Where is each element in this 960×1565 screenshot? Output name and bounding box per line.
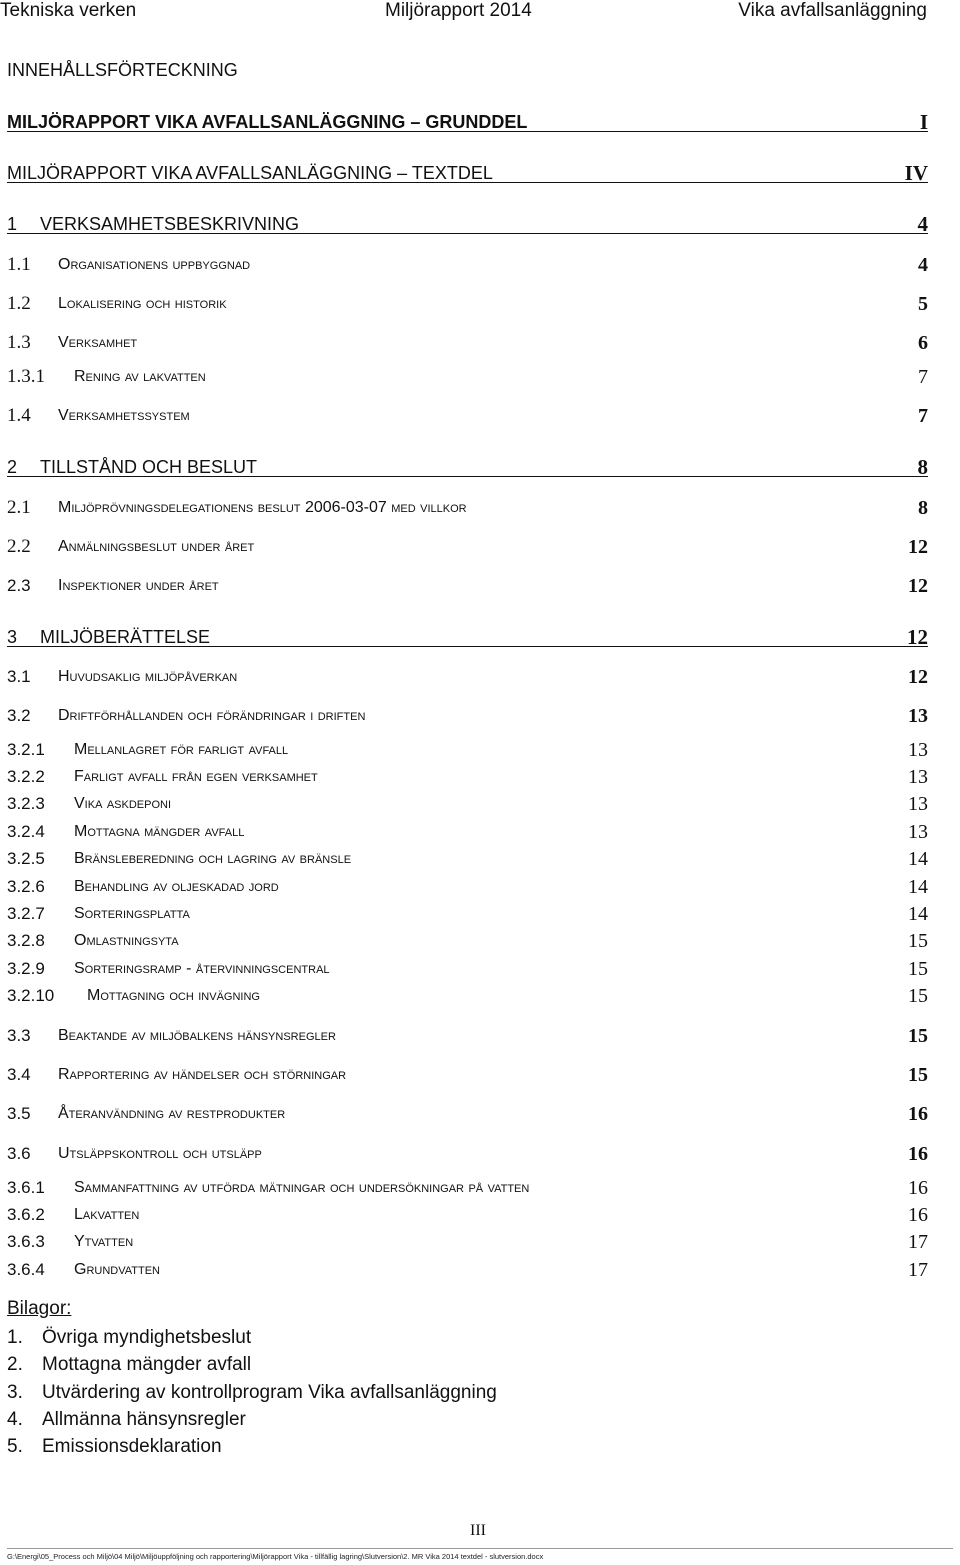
- toc-entry-title: Rapportering av händelser och störningar: [58, 1066, 347, 1083]
- toc-entry-number: 2.2: [7, 536, 31, 557]
- header-facility: Vika avfallsanläggning: [738, 0, 927, 21]
- toc-entry-page: 4: [917, 212, 928, 236]
- toc-entry-number: 1.2: [7, 293, 31, 314]
- toc-entry-page: 15: [908, 1064, 928, 1086]
- page-number: III: [470, 1522, 486, 1539]
- toc-entry-number: 3.2.10: [7, 986, 55, 1005]
- header-report-title: Miljörapport 2014: [385, 0, 532, 21]
- appendix-item-number: 1.: [7, 1327, 23, 1348]
- toc-entry-number: 1.3: [7, 332, 31, 353]
- toc-entry[interactable]: [7, 497, 928, 519]
- toc-entry-page: IV: [904, 161, 928, 185]
- toc-entry-number: 3.6.1: [7, 1178, 45, 1197]
- toc-entry-title: Mottagning och invägning: [87, 987, 260, 1004]
- toc-entry-page: 6: [918, 332, 928, 354]
- appendix-item-number: 2.: [7, 1354, 23, 1376]
- toc-entry-title: Driftförhållanden och förändringar i driften: [58, 707, 366, 724]
- toc-entry-title: Organisationens uppbyggnad: [58, 256, 251, 273]
- toc-entry[interactable]: [7, 293, 928, 315]
- toc-entry-page: 14: [908, 903, 928, 925]
- appendix-item-number: 3.: [7, 1381, 23, 1403]
- toc-entry-title: MILJÖRAPPORT VIKA AVFALLSANLÄGGNING – TEXTDEL: [7, 163, 493, 183]
- toc-entry[interactable]: [7, 456, 928, 477]
- toc-entry-title: Verksamhet: [58, 334, 138, 351]
- toc-entry-title: Miljöprövningsdelegationens beslut 2006-03-07 med villkor: [58, 499, 467, 516]
- toc-entry-title: VERKSAMHETSBESKRIVNING: [40, 214, 300, 234]
- toc-entry-page: 14: [908, 848, 928, 870]
- toc-entry[interactable]: [7, 111, 928, 132]
- toc-entry-page: 5: [918, 293, 928, 315]
- footer-divider: [7, 1548, 953, 1549]
- toc-entry-number: 3.2.8: [7, 931, 45, 950]
- toc-entry-page: 17: [908, 1259, 928, 1281]
- toc-entry-page: 12: [908, 666, 928, 688]
- toc-entry-page: 15: [908, 985, 928, 1007]
- toc-entry-title: Sorteringsplatta: [74, 905, 190, 922]
- toc-entry-title: Utsläppskontroll och utsläpp: [58, 1145, 262, 1162]
- toc-entry[interactable]: [7, 1143, 928, 1165]
- toc-entry-page: 4: [918, 254, 928, 276]
- toc-entry-title: Inspektioner under året: [58, 577, 219, 594]
- toc-entry-title: Mottagna mängder avfall: [74, 823, 245, 840]
- toc-entry[interactable]: [7, 1177, 928, 1199]
- toc-entry-number: 3.6.3: [7, 1232, 45, 1251]
- toc-entry-number: 3.2.4: [7, 822, 45, 841]
- toc-entry-page: 15: [908, 958, 928, 980]
- toc-entry[interactable]: [7, 930, 928, 952]
- toc-title: INNEHÅLLSFÖRTECKNING: [7, 60, 238, 80]
- toc-entry[interactable]: [7, 958, 928, 980]
- toc-entry-page: 13: [908, 739, 928, 761]
- toc-entry[interactable]: [7, 793, 928, 815]
- toc-entry-title: Vika askdeponi: [74, 795, 172, 812]
- toc-entry-page: 13: [908, 705, 928, 727]
- toc-entry[interactable]: [7, 666, 928, 688]
- appendix-title: Bilagor:: [7, 1298, 72, 1319]
- toc-entry[interactable]: [7, 766, 928, 788]
- toc-entry[interactable]: [7, 332, 928, 354]
- toc-entry[interactable]: [7, 705, 928, 727]
- toc-entry-number: 3.6: [7, 1144, 31, 1163]
- toc-entry-number: 1: [7, 214, 18, 234]
- toc-entry[interactable]: [7, 162, 928, 183]
- appendix-item-title: Utvärdering av kontrollprogram Vika avfallsanläggning: [42, 1381, 497, 1403]
- toc-entry-page: 15: [908, 1025, 928, 1047]
- toc-entry[interactable]: [7, 626, 928, 647]
- toc-entry-title: Rening av lakvatten: [74, 368, 206, 385]
- toc-entry-number: 3.1: [7, 667, 31, 686]
- toc-entry-number: 3.2.2: [7, 767, 45, 786]
- toc-entry-number: 3.3: [7, 1026, 31, 1045]
- toc-entry-title: Omlastningsyta: [74, 932, 179, 949]
- toc-entry[interactable]: [7, 1064, 928, 1086]
- appendix-item-title: Allmänna hänsynsregler: [42, 1408, 246, 1430]
- toc-entry-title: Behandling av oljeskadad jord: [74, 878, 279, 895]
- toc-entry-title: Anmälningsbeslut under året: [58, 538, 255, 555]
- toc-entry-page: 12: [908, 536, 928, 558]
- toc-entry-title: Lakvatten: [74, 1206, 140, 1223]
- toc-entry[interactable]: [7, 739, 928, 761]
- toc-entry[interactable]: [7, 536, 928, 558]
- toc-entry-number: 2: [7, 457, 18, 477]
- toc-entry-page: 7: [918, 405, 928, 427]
- appendix-item-title: Övriga myndighetsbeslut: [42, 1327, 252, 1348]
- toc-entry-number: 3.2.6: [7, 877, 45, 896]
- toc-entry[interactable]: [7, 848, 928, 870]
- toc-entry[interactable]: [7, 985, 928, 1007]
- toc-entry-title: Sorteringsramp - återvinningscentral: [74, 960, 330, 977]
- toc-entry[interactable]: [7, 1103, 928, 1125]
- toc-entry-page: 8: [918, 497, 928, 519]
- appendix-item-number: 5.: [7, 1436, 23, 1458]
- toc-entry-title: Mellanlagret för farligt avfall: [74, 741, 289, 758]
- toc-entry-title: TILLSTÅND OCH BESLUT: [40, 457, 258, 477]
- toc-entry[interactable]: [7, 405, 928, 427]
- toc-entry[interactable]: [7, 821, 928, 843]
- toc-entry[interactable]: [7, 903, 928, 925]
- toc-entry-number: 3.5: [7, 1104, 31, 1123]
- toc-entry-page: 7: [918, 366, 928, 388]
- toc-entry-number: 3.2.1: [7, 740, 45, 759]
- toc-entry-page: 16: [908, 1143, 928, 1165]
- toc-entry-title: MILJÖRAPPORT VIKA AVFALLSANLÄGGNING – GRUNDDEL: [7, 112, 528, 132]
- toc-entry-number: 1.1: [7, 254, 31, 275]
- toc-entry-page: 14: [908, 876, 928, 898]
- toc-entry-number: 3.2: [7, 706, 31, 725]
- toc-entry-number: 3.6.4: [7, 1260, 45, 1279]
- toc-entry-title: Huvudsaklig miljöpåverkan: [58, 668, 238, 685]
- toc-entry-number: 3.2.5: [7, 849, 45, 868]
- toc-entry[interactable]: [7, 876, 928, 898]
- toc-entry-number: 3.2.7: [7, 904, 45, 923]
- toc-entry-number: 3.2.9: [7, 959, 45, 978]
- appendix-item-number: 4.: [7, 1408, 23, 1430]
- toc-entry-title: Bränsleberedning och lagring av bränsle: [74, 850, 352, 867]
- toc-entry[interactable]: [7, 1025, 928, 1047]
- toc-entry-page: 17: [908, 1231, 928, 1253]
- toc-entry-page: 13: [908, 766, 928, 788]
- toc-entry-title: Återanvändning av restprodukter: [58, 1105, 286, 1122]
- toc-entry-page: 12: [908, 575, 928, 597]
- appendix-item-title: Mottagna mängder avfall: [42, 1354, 252, 1376]
- page-header: [0, 0, 960, 22]
- toc-entry[interactable]: [7, 1204, 928, 1226]
- toc-entry-number: 3.4: [7, 1065, 31, 1084]
- toc-entry-page: I: [919, 110, 928, 134]
- toc-entry-number: 3.6.2: [7, 1205, 45, 1224]
- toc-entry[interactable]: [7, 366, 928, 388]
- footer-file-path: G:\Energi\05_Process och Miljö\04 Miljö\Miljöuppföljning och rapportering\Miljörapport Vika - tillfällig lagring\Slutversion\2. MR Vika 2014 textdel - slutversion.docx: [7, 1552, 544, 1561]
- toc-entry-page: 16: [908, 1177, 928, 1199]
- toc-entry-title: MILJÖBERÄTTELSE: [40, 627, 211, 647]
- toc-entry-title: Grundvatten: [74, 1261, 160, 1278]
- toc-entry-number: 2.1: [7, 497, 31, 518]
- toc-entry-number: 2.3: [7, 576, 31, 595]
- toc-entry-title: Beaktande av miljöbalkens hänsynsregler: [58, 1027, 336, 1044]
- toc-entry-title: Verksamhetssystem: [58, 407, 190, 424]
- toc-entry[interactable]: [7, 1259, 928, 1281]
- toc-entry-page: 16: [908, 1103, 928, 1125]
- toc-entry-title: Farligt avfall från egen verksamhet: [74, 768, 318, 785]
- appendix-item-title: Emissionsdeklaration: [42, 1436, 222, 1458]
- toc-entry-number: 1.4: [7, 405, 31, 426]
- toc-entry-title: Lokalisering och historik: [58, 295, 227, 312]
- toc-entry-page: 13: [908, 793, 928, 815]
- toc-entry-page: 15: [908, 930, 928, 952]
- toc-entry-title: Ytvatten: [74, 1233, 134, 1250]
- toc-entry-page: 16: [908, 1204, 928, 1226]
- toc-entry[interactable]: [7, 254, 928, 276]
- toc-entry[interactable]: [7, 575, 928, 597]
- toc-entry[interactable]: [7, 213, 928, 234]
- header-company: Tekniska verken: [0, 0, 137, 21]
- toc-entry-number: 3: [7, 627, 18, 647]
- toc-entry-number: 3.2.3: [7, 794, 45, 813]
- toc-entry-title: Sammanfattning av utförda mätningar och undersökningar på vatten: [74, 1179, 530, 1196]
- toc-entry-number: 1.3.1: [7, 366, 45, 387]
- toc-entry-page: 13: [908, 821, 928, 843]
- toc-entry[interactable]: [7, 1231, 928, 1253]
- toc-entry-page: 12: [907, 625, 928, 649]
- toc-entry-page: 8: [917, 455, 928, 479]
